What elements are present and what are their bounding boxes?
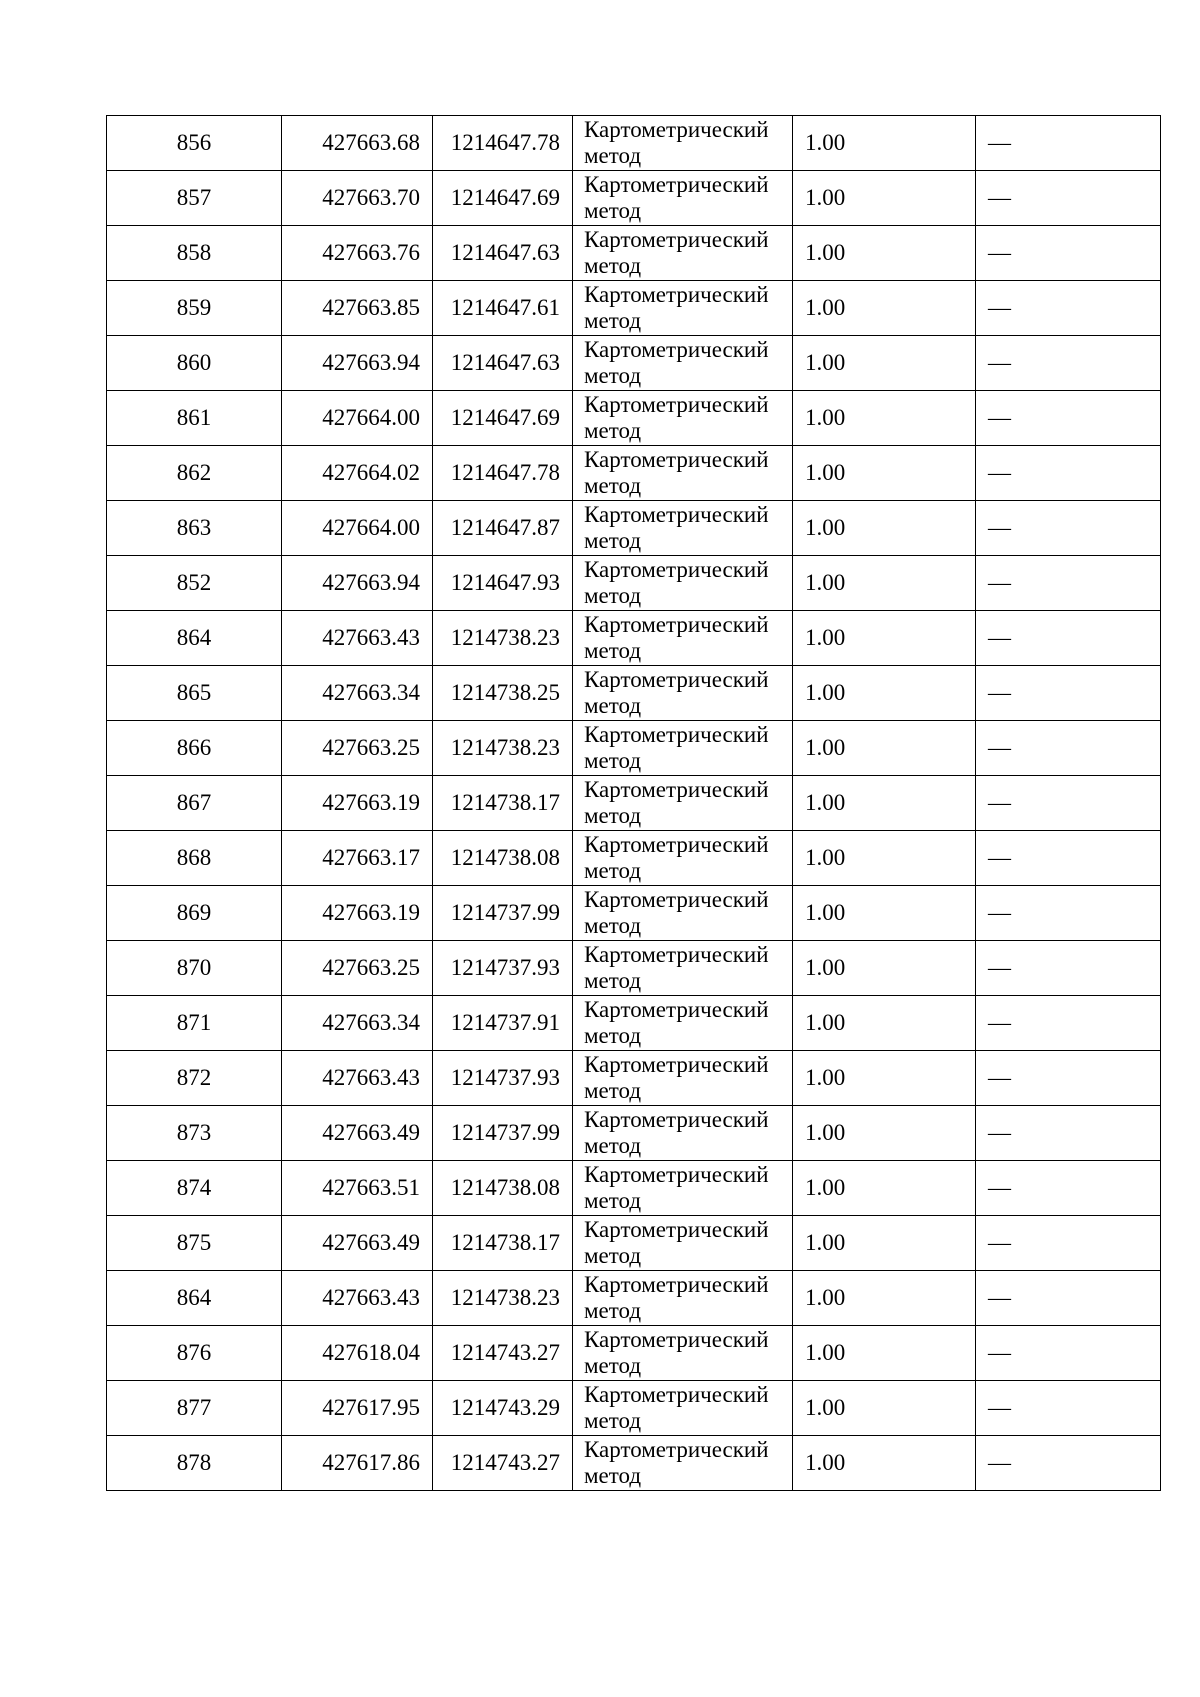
x-coordinate-cell: 427663.43 xyxy=(282,611,433,666)
method-text-line1: Картометрический xyxy=(584,722,769,747)
accuracy-cell: 1.00 xyxy=(793,1216,976,1271)
method-text-line2: метод xyxy=(584,1243,642,1268)
method-text-line2: метод xyxy=(584,913,642,938)
point-number-cell: 864 xyxy=(107,1271,282,1326)
table-row xyxy=(107,1106,1161,1161)
method-text-line2: метод xyxy=(584,638,642,663)
x-coordinate-cell: 427663.25 xyxy=(282,941,433,996)
description-cell: — xyxy=(976,336,1161,391)
x-coordinate-cell: 427663.76 xyxy=(282,226,433,281)
method-cell xyxy=(573,1436,793,1491)
y-coordinate-cell: 1214647.63 xyxy=(433,336,573,391)
method-cell xyxy=(573,1381,793,1436)
y-coordinate-cell: 1214647.78 xyxy=(433,446,573,501)
table-row xyxy=(107,226,1161,281)
method-text-line1: Картометрический xyxy=(584,1437,769,1462)
point-number-cell: 862 xyxy=(107,446,282,501)
table-row xyxy=(107,666,1161,721)
method-text-line1: Картометрический xyxy=(584,1107,769,1132)
description-cell: — xyxy=(976,721,1161,776)
method-cell xyxy=(573,1216,793,1271)
table-row xyxy=(107,1161,1161,1216)
method-text-line2: метод xyxy=(584,1463,642,1488)
accuracy-cell: 1.00 xyxy=(793,281,976,336)
table-row xyxy=(107,831,1161,886)
x-coordinate-cell: 427663.25 xyxy=(282,721,433,776)
method-text-line2: метод xyxy=(584,253,642,278)
x-coordinate-cell: 427663.19 xyxy=(282,776,433,831)
method-text-line1: Картометрический xyxy=(584,282,769,307)
x-coordinate-cell: 427617.95 xyxy=(282,1381,433,1436)
method-text-line1: Картометрический xyxy=(584,832,769,857)
x-coordinate-cell: 427663.94 xyxy=(282,556,433,611)
y-coordinate-cell: 1214737.93 xyxy=(433,941,573,996)
description-cell: — xyxy=(976,831,1161,886)
y-coordinate-cell: 1214738.25 xyxy=(433,666,573,721)
y-coordinate-cell: 1214738.08 xyxy=(433,1161,573,1216)
y-coordinate-cell: 1214737.93 xyxy=(433,1051,573,1106)
x-coordinate-cell: 427663.51 xyxy=(282,1161,433,1216)
method-text-line1: Картометрический xyxy=(584,1052,769,1077)
y-coordinate-cell: 1214647.69 xyxy=(433,391,573,446)
y-coordinate-cell: 1214647.69 xyxy=(433,171,573,226)
point-number-cell: 871 xyxy=(107,996,282,1051)
method-text-line2: метод xyxy=(584,308,642,333)
y-coordinate-cell: 1214737.91 xyxy=(433,996,573,1051)
table-row xyxy=(107,611,1161,666)
method-cell xyxy=(573,391,793,446)
description-cell: — xyxy=(976,611,1161,666)
accuracy-cell: 1.00 xyxy=(793,666,976,721)
point-number-cell: 866 xyxy=(107,721,282,776)
x-coordinate-cell: 427663.94 xyxy=(282,336,433,391)
method-cell xyxy=(573,281,793,336)
accuracy-cell: 1.00 xyxy=(793,1051,976,1106)
point-number-cell: 874 xyxy=(107,1161,282,1216)
method-text-line1: Картометрический xyxy=(584,997,769,1022)
description-cell: — xyxy=(976,226,1161,281)
description-cell: — xyxy=(976,1106,1161,1161)
accuracy-cell: 1.00 xyxy=(793,721,976,776)
point-number-cell: 864 xyxy=(107,611,282,666)
accuracy-cell: 1.00 xyxy=(793,831,976,886)
point-number-cell: 869 xyxy=(107,886,282,941)
coordinates-table-body xyxy=(107,116,1161,1491)
accuracy-cell: 1.00 xyxy=(793,391,976,446)
table-row xyxy=(107,1326,1161,1381)
method-cell xyxy=(573,996,793,1051)
method-text-line2: метод xyxy=(584,1133,642,1158)
method-cell xyxy=(573,1161,793,1216)
method-cell xyxy=(573,171,793,226)
method-text-line1: Картометрический xyxy=(584,1162,769,1187)
method-text-line1: Картометрический xyxy=(584,172,769,197)
y-coordinate-cell: 1214738.08 xyxy=(433,831,573,886)
method-text-line2: метод xyxy=(584,1353,642,1378)
point-number-cell: 877 xyxy=(107,1381,282,1436)
description-cell: — xyxy=(976,1051,1161,1106)
method-text-line2: метод xyxy=(584,968,642,993)
x-coordinate-cell: 427664.00 xyxy=(282,501,433,556)
table-row xyxy=(107,721,1161,776)
y-coordinate-cell: 1214738.23 xyxy=(433,721,573,776)
method-cell xyxy=(573,666,793,721)
point-number-cell: 875 xyxy=(107,1216,282,1271)
table-row xyxy=(107,1381,1161,1436)
description-cell: — xyxy=(976,556,1161,611)
table-row xyxy=(107,776,1161,831)
x-coordinate-cell: 427663.19 xyxy=(282,886,433,941)
point-number-cell: 858 xyxy=(107,226,282,281)
y-coordinate-cell: 1214737.99 xyxy=(433,886,573,941)
description-cell: — xyxy=(976,1381,1161,1436)
description-cell: — xyxy=(976,996,1161,1051)
accuracy-cell: 1.00 xyxy=(793,1381,976,1436)
method-text-line2: метод xyxy=(584,1078,642,1103)
method-text-line1: Картометрический xyxy=(584,942,769,967)
point-number-cell: 878 xyxy=(107,1436,282,1491)
x-coordinate-cell: 427618.04 xyxy=(282,1326,433,1381)
point-number-cell: 870 xyxy=(107,941,282,996)
method-text-line2: метод xyxy=(584,528,642,553)
point-number-cell: 863 xyxy=(107,501,282,556)
x-coordinate-cell: 427663.49 xyxy=(282,1106,433,1161)
x-coordinate-cell: 427663.43 xyxy=(282,1271,433,1326)
method-text-line2: метод xyxy=(584,1188,642,1213)
y-coordinate-cell: 1214647.87 xyxy=(433,501,573,556)
y-coordinate-cell: 1214743.29 xyxy=(433,1381,573,1436)
method-cell xyxy=(573,886,793,941)
method-text-line2: метод xyxy=(584,1408,642,1433)
method-cell xyxy=(573,721,793,776)
point-number-cell: 852 xyxy=(107,556,282,611)
description-cell: — xyxy=(976,1216,1161,1271)
accuracy-cell: 1.00 xyxy=(793,886,976,941)
method-cell xyxy=(573,941,793,996)
method-text-line2: метод xyxy=(584,143,642,168)
method-text-line1: Картометрический xyxy=(584,1382,769,1407)
point-number-cell: 872 xyxy=(107,1051,282,1106)
x-coordinate-cell: 427663.34 xyxy=(282,996,433,1051)
method-cell xyxy=(573,776,793,831)
method-text-line1: Картометрический xyxy=(584,612,769,637)
description-cell: — xyxy=(976,501,1161,556)
description-cell: — xyxy=(976,171,1161,226)
x-coordinate-cell: 427617.86 xyxy=(282,1436,433,1491)
y-coordinate-cell: 1214647.78 xyxy=(433,116,573,171)
point-number-cell: 873 xyxy=(107,1106,282,1161)
point-number-cell: 860 xyxy=(107,336,282,391)
table-row xyxy=(107,171,1161,226)
description-cell: — xyxy=(976,1326,1161,1381)
accuracy-cell: 1.00 xyxy=(793,1106,976,1161)
accuracy-cell: 1.00 xyxy=(793,941,976,996)
y-coordinate-cell: 1214738.17 xyxy=(433,776,573,831)
method-text-line1: Картометрический xyxy=(584,1272,769,1297)
table-row xyxy=(107,446,1161,501)
method-text-line1: Картометрический xyxy=(584,117,769,142)
description-cell: — xyxy=(976,391,1161,446)
point-number-cell: 857 xyxy=(107,171,282,226)
method-cell xyxy=(573,116,793,171)
y-coordinate-cell: 1214738.23 xyxy=(433,611,573,666)
method-text-line1: Картометрический xyxy=(584,337,769,362)
method-cell xyxy=(573,1106,793,1161)
accuracy-cell: 1.00 xyxy=(793,171,976,226)
method-cell xyxy=(573,1326,793,1381)
x-coordinate-cell: 427663.17 xyxy=(282,831,433,886)
y-coordinate-cell: 1214743.27 xyxy=(433,1436,573,1491)
point-number-cell: 865 xyxy=(107,666,282,721)
method-text-line1: Картометрический xyxy=(584,1217,769,1242)
description-cell: — xyxy=(976,1436,1161,1491)
x-coordinate-cell: 427663.34 xyxy=(282,666,433,721)
point-number-cell: 867 xyxy=(107,776,282,831)
table-row xyxy=(107,116,1161,171)
table-row xyxy=(107,1271,1161,1326)
description-cell: — xyxy=(976,1271,1161,1326)
point-number-cell: 868 xyxy=(107,831,282,886)
table-row xyxy=(107,996,1161,1051)
method-text-line1: Картометрический xyxy=(584,227,769,252)
method-cell xyxy=(573,501,793,556)
y-coordinate-cell: 1214647.61 xyxy=(433,281,573,336)
method-cell xyxy=(573,1051,793,1106)
point-number-cell: 876 xyxy=(107,1326,282,1381)
accuracy-cell: 1.00 xyxy=(793,501,976,556)
accuracy-cell: 1.00 xyxy=(793,776,976,831)
accuracy-cell: 1.00 xyxy=(793,116,976,171)
y-coordinate-cell: 1214743.27 xyxy=(433,1326,573,1381)
coordinates-table xyxy=(106,115,1161,1491)
y-coordinate-cell: 1214737.99 xyxy=(433,1106,573,1161)
accuracy-cell: 1.00 xyxy=(793,336,976,391)
table-row xyxy=(107,391,1161,446)
method-text-line1: Картометрический xyxy=(584,887,769,912)
x-coordinate-cell: 427663.70 xyxy=(282,171,433,226)
description-cell: — xyxy=(976,941,1161,996)
method-text-line2: метод xyxy=(584,198,642,223)
table-row xyxy=(107,501,1161,556)
method-text-line1: Картометрический xyxy=(584,557,769,582)
description-cell: — xyxy=(976,886,1161,941)
description-cell: — xyxy=(976,666,1161,721)
table-row xyxy=(107,1216,1161,1271)
description-cell: — xyxy=(976,281,1161,336)
accuracy-cell: 1.00 xyxy=(793,556,976,611)
method-cell xyxy=(573,556,793,611)
accuracy-cell: 1.00 xyxy=(793,1326,976,1381)
method-text-line2: метод xyxy=(584,858,642,883)
method-cell xyxy=(573,1271,793,1326)
method-cell xyxy=(573,611,793,666)
method-text-line2: метод xyxy=(584,748,642,773)
y-coordinate-cell: 1214738.17 xyxy=(433,1216,573,1271)
table-row xyxy=(107,1051,1161,1106)
table-row xyxy=(107,281,1161,336)
method-text-line1: Картометрический xyxy=(584,667,769,692)
accuracy-cell: 1.00 xyxy=(793,1436,976,1491)
x-coordinate-cell: 427663.68 xyxy=(282,116,433,171)
method-text-line2: метод xyxy=(584,473,642,498)
method-text-line2: метод xyxy=(584,583,642,608)
accuracy-cell: 1.00 xyxy=(793,446,976,501)
table-row xyxy=(107,336,1161,391)
x-coordinate-cell: 427664.00 xyxy=(282,391,433,446)
method-cell xyxy=(573,226,793,281)
method-text-line2: метод xyxy=(584,363,642,388)
point-number-cell: 859 xyxy=(107,281,282,336)
method-text-line2: метод xyxy=(584,693,642,718)
description-cell: — xyxy=(976,776,1161,831)
y-coordinate-cell: 1214738.23 xyxy=(433,1271,573,1326)
method-text-line1: Картометрический xyxy=(584,447,769,472)
method-cell xyxy=(573,446,793,501)
accuracy-cell: 1.00 xyxy=(793,226,976,281)
y-coordinate-cell: 1214647.93 xyxy=(433,556,573,611)
accuracy-cell: 1.00 xyxy=(793,1161,976,1216)
accuracy-cell: 1.00 xyxy=(793,996,976,1051)
table-row xyxy=(107,941,1161,996)
method-text-line1: Картометрический xyxy=(584,502,769,527)
point-number-cell: 861 xyxy=(107,391,282,446)
y-coordinate-cell: 1214647.63 xyxy=(433,226,573,281)
table-row xyxy=(107,1436,1161,1491)
table-row xyxy=(107,886,1161,941)
x-coordinate-cell: 427663.49 xyxy=(282,1216,433,1271)
method-cell xyxy=(573,831,793,886)
description-cell: — xyxy=(976,1161,1161,1216)
x-coordinate-cell: 427663.85 xyxy=(282,281,433,336)
method-text-line2: метод xyxy=(584,418,642,443)
table-row xyxy=(107,556,1161,611)
method-text-line2: метод xyxy=(584,1023,642,1048)
method-text-line2: метод xyxy=(584,1298,642,1323)
method-cell xyxy=(573,336,793,391)
method-text-line1: Картометрический xyxy=(584,392,769,417)
accuracy-cell: 1.00 xyxy=(793,1271,976,1326)
method-text-line1: Картометрический xyxy=(584,1327,769,1352)
method-text-line2: метод xyxy=(584,803,642,828)
description-cell: — xyxy=(976,116,1161,171)
accuracy-cell: 1.00 xyxy=(793,611,976,666)
x-coordinate-cell: 427663.43 xyxy=(282,1051,433,1106)
description-cell: — xyxy=(976,446,1161,501)
x-coordinate-cell: 427664.02 xyxy=(282,446,433,501)
method-text-line1: Картометрический xyxy=(584,777,769,802)
point-number-cell: 856 xyxy=(107,116,282,171)
